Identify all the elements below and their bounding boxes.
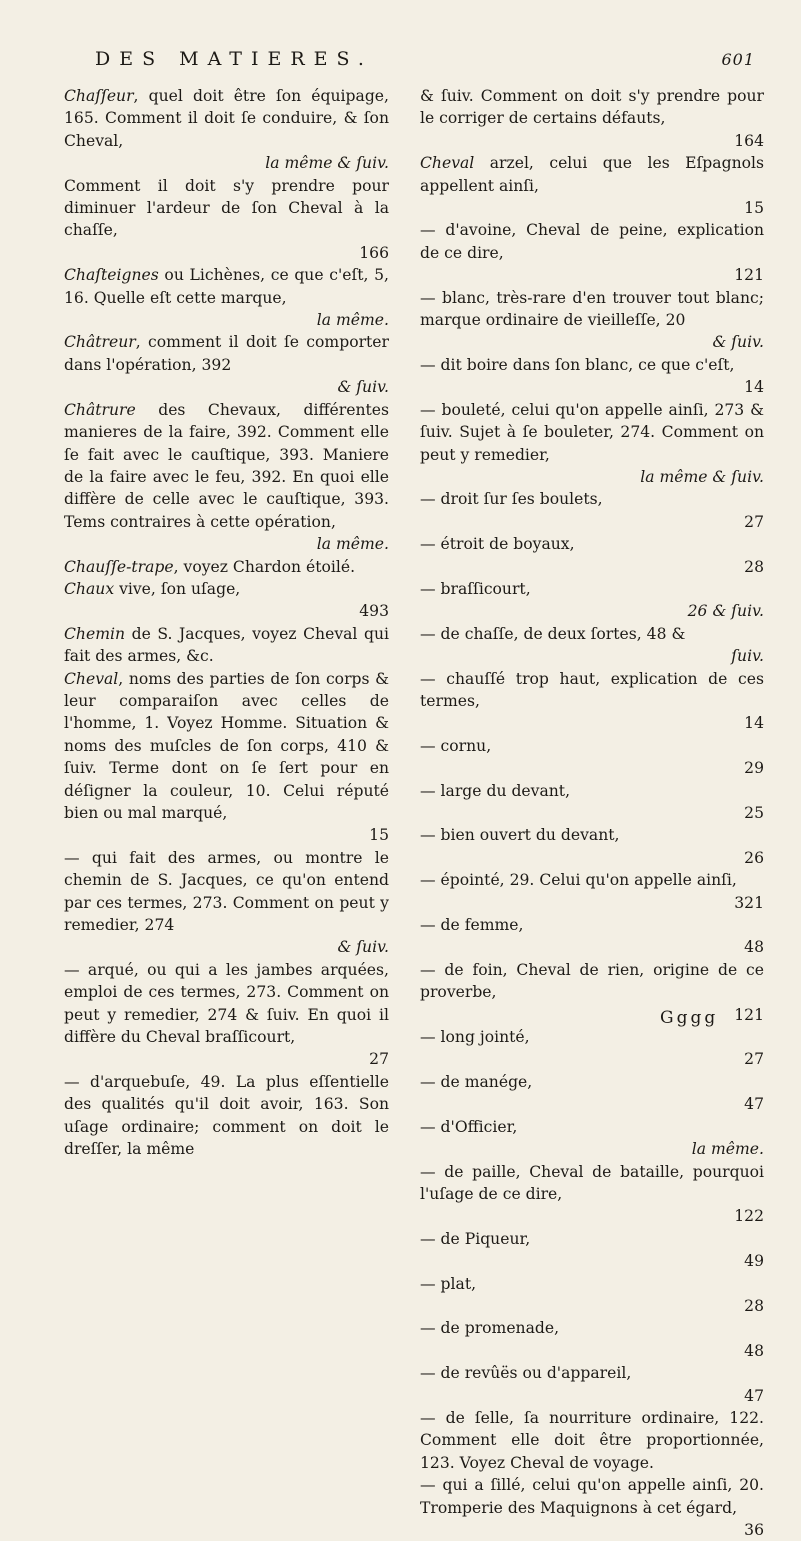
entry-text: de femme, — [435, 916, 524, 935]
entry-reference: & ſuiv. — [337, 938, 389, 957]
entry-text: épointé, 29. Celui qu'on appelle ainſi, — [435, 871, 737, 890]
entry-reference: la même. — [316, 311, 389, 330]
entry-headword: Chauſſe-trape — [64, 557, 174, 576]
entry-text: de promenade, — [435, 1319, 560, 1338]
index-entry — [420, 623, 764, 668]
entry-headword: — — [420, 736, 436, 755]
index-entry — [420, 1407, 764, 1474]
entry-headword: — — [420, 1028, 436, 1047]
entry-text: chauſſé trop haut, explication de ces termes, — [420, 669, 764, 710]
entry-headword: Chaſteignes — [64, 266, 159, 285]
entry-headword: — — [420, 288, 436, 307]
entry-reference: 28 — [744, 1296, 764, 1315]
index-entry — [64, 85, 389, 264]
index-entry — [64, 959, 389, 1071]
entry-headword: — — [64, 1072, 80, 1091]
entry-headword: — — [420, 535, 436, 554]
entry-headword: — — [420, 1408, 436, 1427]
entry-headword: Cheval — [420, 154, 475, 173]
index-entry — [420, 354, 764, 399]
entry-reference: 121 — [734, 1005, 764, 1024]
entry-headword: Châtrure — [64, 400, 136, 419]
entry-headword: — — [420, 400, 436, 419]
entry-reference: & ſuiv. — [712, 333, 764, 352]
entry-headword: — — [420, 1162, 436, 1181]
index-entry — [420, 578, 764, 623]
entry-reference: 26 & ſuiv. — [687, 602, 764, 621]
index-entry — [64, 847, 389, 959]
index-entry — [420, 824, 764, 869]
running-header — [95, 48, 755, 80]
entry-headword: — — [420, 669, 436, 688]
entry-headword: — — [420, 1117, 436, 1136]
entry-reference: 48 — [744, 938, 764, 957]
entry-text: , quel doit être ſon équipage, 165. Comment il doit ſe conduire, & ſon Cheval, — [64, 87, 389, 150]
entry-reference: 47 — [744, 1386, 764, 1405]
entry-reference: 121 — [734, 266, 764, 285]
index-entry — [420, 1026, 764, 1071]
entry-reference: 27 — [744, 512, 764, 531]
entry-headword: Chaux — [64, 579, 115, 598]
entry-text: ou Lichènes, ce que c'eſt, 5, 16. Quelle eſt cette marque, — [64, 266, 389, 307]
entry-reference: & ſuiv. — [337, 378, 389, 397]
index-entry — [420, 152, 764, 219]
entry-headword: Châtreur — [64, 333, 136, 352]
index-entry — [420, 780, 764, 825]
entry-text: de manége, — [435, 1072, 533, 1091]
entry-text: de Piqueur, — [435, 1229, 531, 1248]
entry-text: , voyez Chardon étoilé. — [173, 557, 356, 576]
index-entry — [64, 399, 389, 556]
entry-headword: — — [420, 916, 436, 935]
index-entry — [420, 1362, 764, 1407]
entry-reference: 321 — [734, 893, 764, 912]
entry-headword: — — [420, 624, 436, 643]
index-entry — [64, 264, 389, 331]
entry-reference: la même & ſuiv. — [640, 467, 764, 486]
entry-text: large du devant, — [435, 781, 571, 800]
entry-text-continued: Comment il doit s'y prendre pour diminuer l'ardeur de ſon Cheval à la chaſſe, — [64, 176, 389, 240]
index-entry — [64, 331, 389, 398]
index-entry — [420, 735, 764, 780]
index-entry — [420, 1474, 764, 1541]
entry-text: bien ouvert du devant, — [435, 826, 620, 845]
entry-reference: la même & ſuiv. — [265, 154, 389, 173]
index-entry — [420, 1273, 764, 1318]
index-entry — [420, 1161, 764, 1228]
index-entry — [420, 914, 764, 959]
entry-text: d'avoine, Cheval de peine, explication de ce dire, — [420, 221, 764, 262]
entry-text: arzel, celui que les Eſpagnols appellent ainſi, — [420, 154, 764, 195]
entry-text: , noms des parties de ſon corps & leur comparaiſon avec celles de l'homme, 1. Voyez Homme. Situation & noms des muſcles de ſon corps, 410 & ſuiv. Terme dont on ſe ſert pour en déſigner la couleur, 10. Celui réputé bien ou mal marqué, — [64, 669, 389, 822]
entry-headword: Chaſſeur — [64, 87, 134, 105]
index-entry — [420, 533, 764, 578]
header-title: DES MATIERES. — [95, 48, 373, 70]
entry-headword: — — [420, 960, 436, 979]
entry-text: d'Officier, — [435, 1117, 518, 1136]
index-entry — [420, 1116, 764, 1161]
entry-text: long jointé, — [435, 1028, 530, 1047]
entry-reference: 164 — [734, 131, 764, 150]
entry-reference: 26 — [744, 848, 764, 867]
entry-headword: — — [420, 826, 436, 845]
index-entry — [420, 85, 764, 152]
entry-headword: — — [420, 1274, 436, 1293]
entry-headword: — — [420, 490, 436, 509]
entry-text: bouleté, celui qu'on appelle ainſi, 273 & ſuiv. Sujet à ſe bouleter, 274. Comment on peut y remedier, — [420, 400, 764, 464]
entry-headword: — — [420, 355, 436, 374]
entry-text: plat, — [435, 1274, 477, 1293]
entry-text: braſſicourt, — [435, 579, 531, 598]
entry-reference: 166 — [359, 243, 389, 262]
entry-text: de chaſſe, de deux ſortes, 48 & — [435, 624, 686, 643]
entry-text: , comment il doit ſe comporter dans l'opération, 392 — [64, 333, 389, 374]
entry-text: de paille, Cheval de bataille, pourquoi l'uſage de ce dire, — [420, 1162, 764, 1203]
entry-reference: 14 — [744, 378, 764, 397]
entry-text: des Chevaux, différentes manieres de la faire, 392. Comment elle ſe fait avec le cauſtique, 393. Maniere de la faire avec le feu, 392. En quoi elle diffère de celle avec le cauſtique, 393. Tems contraires à cette opération, — [64, 400, 389, 531]
entry-reference: 49 — [744, 1252, 764, 1271]
index-entry — [64, 1071, 389, 1161]
entry-text: d'arquebuſe, 49. La plus eſſentielle des qualités qu'il doit avoir, 163. Son uſage ordinaire; comment on doit le dreſſer, la même — [64, 1072, 389, 1159]
index-entry — [420, 219, 764, 286]
entry-headword: — — [420, 1364, 436, 1383]
entry-text: de S. Jacques, voyez Cheval qui fait des armes, &c. — [64, 624, 389, 666]
entry-reference: la même. — [691, 1140, 764, 1159]
entry-text: cornu, — [435, 736, 492, 755]
entry-headword: — — [420, 579, 436, 598]
index-entry — [64, 556, 389, 578]
entry-text: étroit de boyaux, — [435, 535, 575, 554]
entry-headword: — — [420, 221, 436, 240]
entry-reference: 15 — [744, 199, 764, 218]
right-column — [420, 85, 764, 1541]
entry-reference: 29 — [744, 759, 764, 778]
entry-text: de ſelle, ſa nourriture ordinaire, 122. Comment elle doit être proportionnée, 123. Voyez Cheval de voyage. — [420, 1408, 764, 1472]
page-number: 601 — [721, 50, 755, 69]
entry-reference: 36 — [744, 1521, 764, 1539]
index-entry — [420, 287, 764, 354]
index-entry — [420, 488, 764, 533]
index-entry — [420, 1071, 764, 1116]
entry-headword: — — [420, 1072, 436, 1091]
entry-text: qui a ſillé, celui qu'on appelle ainſi, 20. Tromperie des Maquignons à cet égard, — [420, 1476, 764, 1517]
index-entry — [420, 1317, 764, 1362]
index-entry — [64, 668, 389, 847]
entry-reference: ſuiv. — [731, 647, 764, 666]
index-entry — [64, 623, 389, 668]
entry-reference: 493 — [359, 602, 389, 621]
index-entry — [420, 869, 764, 914]
entry-headword: — — [420, 1229, 436, 1248]
entry-headword: — — [420, 781, 436, 800]
entry-reference: 27 — [744, 1050, 764, 1069]
entry-text: arqué, ou qui a les jambes arquées, emploi de ces termes, 273. Comment on peut y remedier, 274 & ſuiv. En quoi il diffère du Cheval braſſicourt, — [64, 960, 389, 1047]
signature-mark: Gggg — [660, 1008, 719, 1028]
entry-reference: 48 — [744, 1341, 764, 1360]
left-column — [64, 85, 389, 1161]
entry-reference: 25 — [744, 804, 764, 822]
entry-headword: — — [64, 848, 80, 867]
index-entry — [420, 399, 764, 489]
entry-text: de foin, Cheval de rien, origine de ce proverbe, — [420, 960, 764, 1002]
entry-text: blanc, très-rare d'en trouver tout blanc; marque ordinaire de vieilleſſe, 20 — [420, 288, 764, 330]
entry-reference: la même. — [316, 535, 389, 554]
entry-headword: — — [420, 1319, 436, 1338]
entry-headword: — — [64, 960, 80, 979]
entry-headword: Cheval — [64, 669, 119, 688]
entry-reference: 28 — [744, 557, 764, 576]
entry-reference: 14 — [744, 714, 764, 733]
entry-text: dit boire dans ſon blanc, ce que c'eſt, — [435, 355, 735, 374]
entry-reference: 15 — [369, 826, 389, 845]
entry-text: qui fait des armes, ou montre le chemin de S. Jacques, ce qu'on entend par ces termes, 273. Comment on peut y remedier, 274 — [64, 848, 389, 935]
entry-text: vive, ſon uſage, — [114, 579, 241, 598]
entry-headword: — — [420, 1476, 436, 1495]
entry-headword: — — [420, 871, 436, 890]
entry-reference: 27 — [369, 1050, 389, 1069]
entry-text: & ſuiv. Comment on doit s'y prendre pour le corriger de certains défauts, — [420, 87, 764, 128]
entry-reference: 122 — [734, 1207, 764, 1226]
entry-text: droit ſur ſes boulets, — [435, 490, 603, 509]
entry-text: de revûës ou d'appareil, — [435, 1364, 632, 1383]
index-entry — [420, 1228, 764, 1273]
index-entry — [420, 668, 764, 735]
entry-headword: Chemin — [64, 624, 126, 643]
index-entry — [64, 578, 389, 623]
entry-reference: 47 — [744, 1095, 764, 1114]
